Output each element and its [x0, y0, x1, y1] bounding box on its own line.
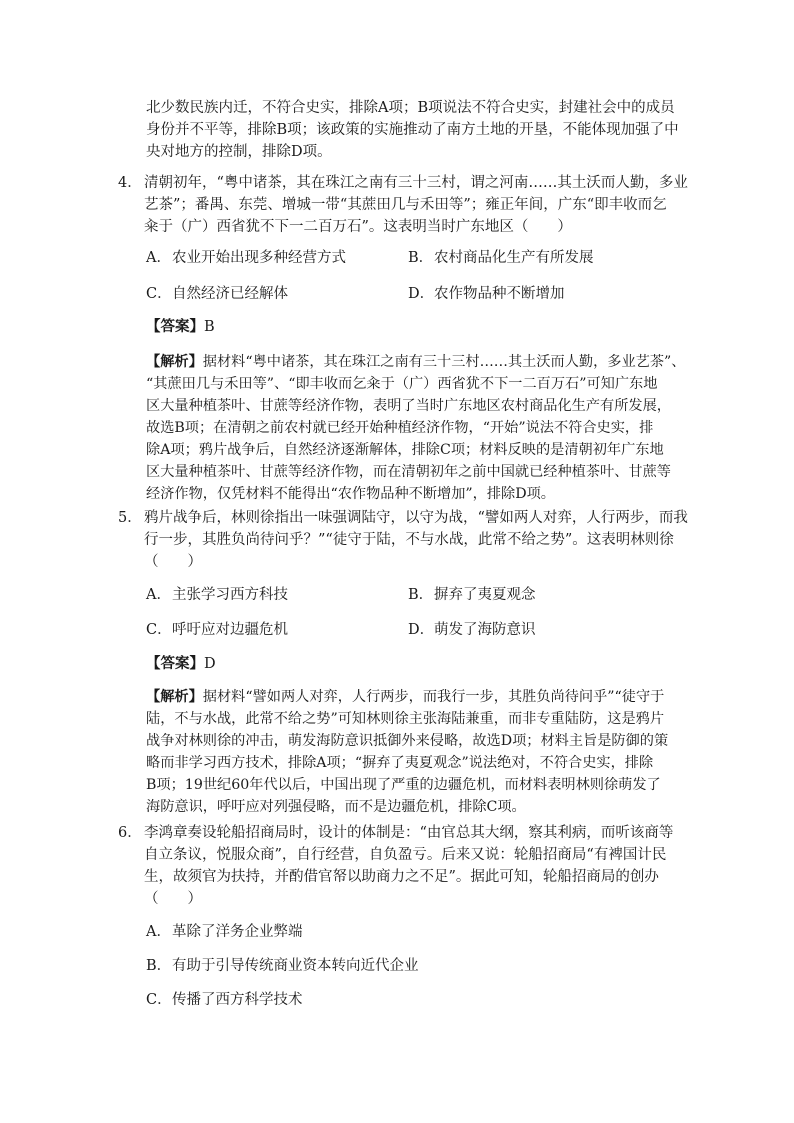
question-line: 行一步，其胜负尚待问乎？”“徒守于陆，不与水战，此常不给之势”。这表明林则徐	[144, 532, 674, 548]
option-letter: B．	[408, 587, 434, 603]
option-d[interactable]	[408, 283, 565, 305]
option-letter: A．	[146, 587, 171, 603]
analysis-line: 故选B项；在清朝之前农村就已经开始种植经济作物，“开始”说法不符合史实，排	[146, 420, 654, 436]
analysis-line: 海防意识，呼吁应对列强侵略，而不是边疆危机，排除C项。	[146, 799, 526, 815]
answer-value: D	[204, 656, 216, 672]
answer-tag: 【答案】	[146, 319, 204, 335]
option-letter: A．	[146, 250, 171, 266]
analysis-paragraph	[146, 351, 686, 505]
analysis-line: 陆，不与水战，此常不给之势”可知林则徐主张海陆兼重，而非专重陆防，这是鸦片	[146, 711, 665, 727]
analysis-line: “其蔗田几与禾田等”、“即丰收而乞籴于（广）西省犹不下一二百万石”可知广东地	[146, 376, 658, 392]
question-line: 籴于（广）西省犹不下一二百万石”。这表明当时广东地区（ ）	[144, 219, 572, 235]
answer-value: B	[204, 319, 215, 335]
option-c[interactable]	[146, 989, 303, 1011]
analysis-line: 略而非学习西方技术，排除A项；“摒弃了夷夏观念”说法绝对，不符合史实，排除	[146, 755, 654, 771]
option-text: 有助于引导传统商业资本转向近代企业	[172, 958, 419, 974]
question-line: 鸦片战争后，林则徐指出一味强调陆守，以守为战，“譬如两人对弈，人行两步，而我	[144, 510, 688, 526]
question-line: 李鸿章奏设轮船招商局时，设计的体制是：“由官总其大纲，察其利病，而听该商等	[144, 825, 674, 841]
question-number: 4．	[118, 175, 142, 191]
question-6-stem	[118, 822, 674, 910]
analysis-line: 除A项；鸦片战争后，自然经济逐渐解体，排除C项；材料反映的是清朝初年广东地	[146, 442, 664, 458]
analysis-line: 区大量种植茶叶、甘蔗等经济作物，表明了当时广东地区农村商品化生产有所发展，	[146, 398, 671, 414]
question-line: 自立条议，悦服众商”，自行经营，自负盈亏。后来又说：轮船招商局“有裨国计民	[144, 847, 667, 863]
option-c[interactable]	[146, 619, 288, 641]
analysis-line: B项；19世纪60年代以后，中国出现了严重的边疆危机，而材料表明林则徐萌发了	[146, 777, 661, 793]
option-letter: D．	[408, 286, 435, 302]
question-number: 5．	[118, 510, 142, 526]
analysis-line: 经济作物，仅凭材料不能得出“农作物品种不断增加”，排除D项。	[146, 486, 555, 502]
option-a[interactable]	[146, 247, 346, 269]
intro-line: 央对地方的控制，排除D项。	[146, 144, 332, 160]
question-line: （ ）	[144, 891, 202, 907]
option-b[interactable]	[146, 955, 419, 977]
analysis-paragraph	[146, 686, 676, 818]
option-b[interactable]	[408, 247, 594, 269]
intro-paragraph	[146, 97, 679, 163]
answer-line	[146, 316, 215, 338]
analysis-line: 区大量种植茶叶、甘蔗等经济作物，而在清朝初年之前中国就已经种植茶叶、甘蔗等	[146, 464, 671, 480]
option-text: 主张学习西方科技	[172, 587, 288, 603]
option-text: 摒弃了夷夏观念	[434, 587, 536, 603]
option-text: 农作物品种不断增加	[434, 286, 565, 302]
option-c[interactable]	[146, 283, 288, 305]
analysis-tag: 【解析】	[146, 689, 203, 705]
question-4-stem	[118, 172, 688, 238]
question-number: 6．	[118, 825, 142, 841]
question-line: 生，故须官为扶持，并酌借官帑以助商力之不足”。据此可知，轮船招商局的创办	[144, 869, 659, 885]
option-text: 萌发了海防意识	[434, 622, 536, 638]
option-letter: C．	[146, 622, 172, 638]
option-text: 自然经济已经解体	[172, 286, 288, 302]
option-letter: C．	[146, 286, 172, 302]
option-text: 革除了洋务企业弊端	[172, 924, 303, 940]
question-line: （ ）	[144, 554, 202, 570]
question-line: 艺茶”；番禺、东莞、增城一带“其蔗田几与禾田等”；雍正年间，广东“即丰收而乞	[144, 197, 667, 213]
option-letter: D．	[408, 622, 435, 638]
analysis-tag: 【解析】	[146, 354, 203, 370]
intro-line: 北少数民族内迁，不符合史实，排除A项；B项说法不符合史实，封建社会中的成员	[146, 100, 675, 116]
analysis-line: 战争对林则徐的冲击，萌发海防意识抵御外来侵略，故选D项；材料主旨是防御的策	[146, 733, 669, 749]
answer-line	[146, 653, 216, 675]
option-text: 农村商品化生产有所发展	[434, 250, 594, 266]
question-line: 清朝初年，“粤中诸茶，其在珠江之南有三十三村，谓之河南……其土沃而人勤，多业	[144, 175, 688, 191]
option-text: 传播了西方科学技术	[172, 992, 303, 1008]
option-letter: B．	[146, 958, 172, 974]
option-letter: A．	[146, 924, 171, 940]
option-d[interactable]	[408, 619, 536, 641]
analysis-line: 据材料“粤中诸茶，其在珠江之南有三十三村……其土沃而人勤，多业艺茶”、	[202, 354, 686, 370]
option-letter: B．	[408, 250, 434, 266]
option-text: 呼吁应对边疆危机	[172, 622, 288, 638]
option-a[interactable]	[146, 921, 303, 943]
intro-line: 身份并不平等，排除B项；该政策的实施推动了南方土地的开垦，不能体现加强了中	[146, 122, 679, 138]
option-letter: C．	[146, 992, 172, 1008]
analysis-line: 据材料“譬如两人对弈，人行两步，而我行一步，其胜负尚待问乎”“徒守于	[202, 689, 665, 705]
option-a[interactable]	[146, 584, 288, 606]
question-5-stem	[118, 507, 688, 573]
option-b[interactable]	[408, 584, 536, 606]
answer-tag: 【答案】	[146, 656, 204, 672]
option-text: 农业开始出现多种经营方式	[172, 250, 346, 266]
